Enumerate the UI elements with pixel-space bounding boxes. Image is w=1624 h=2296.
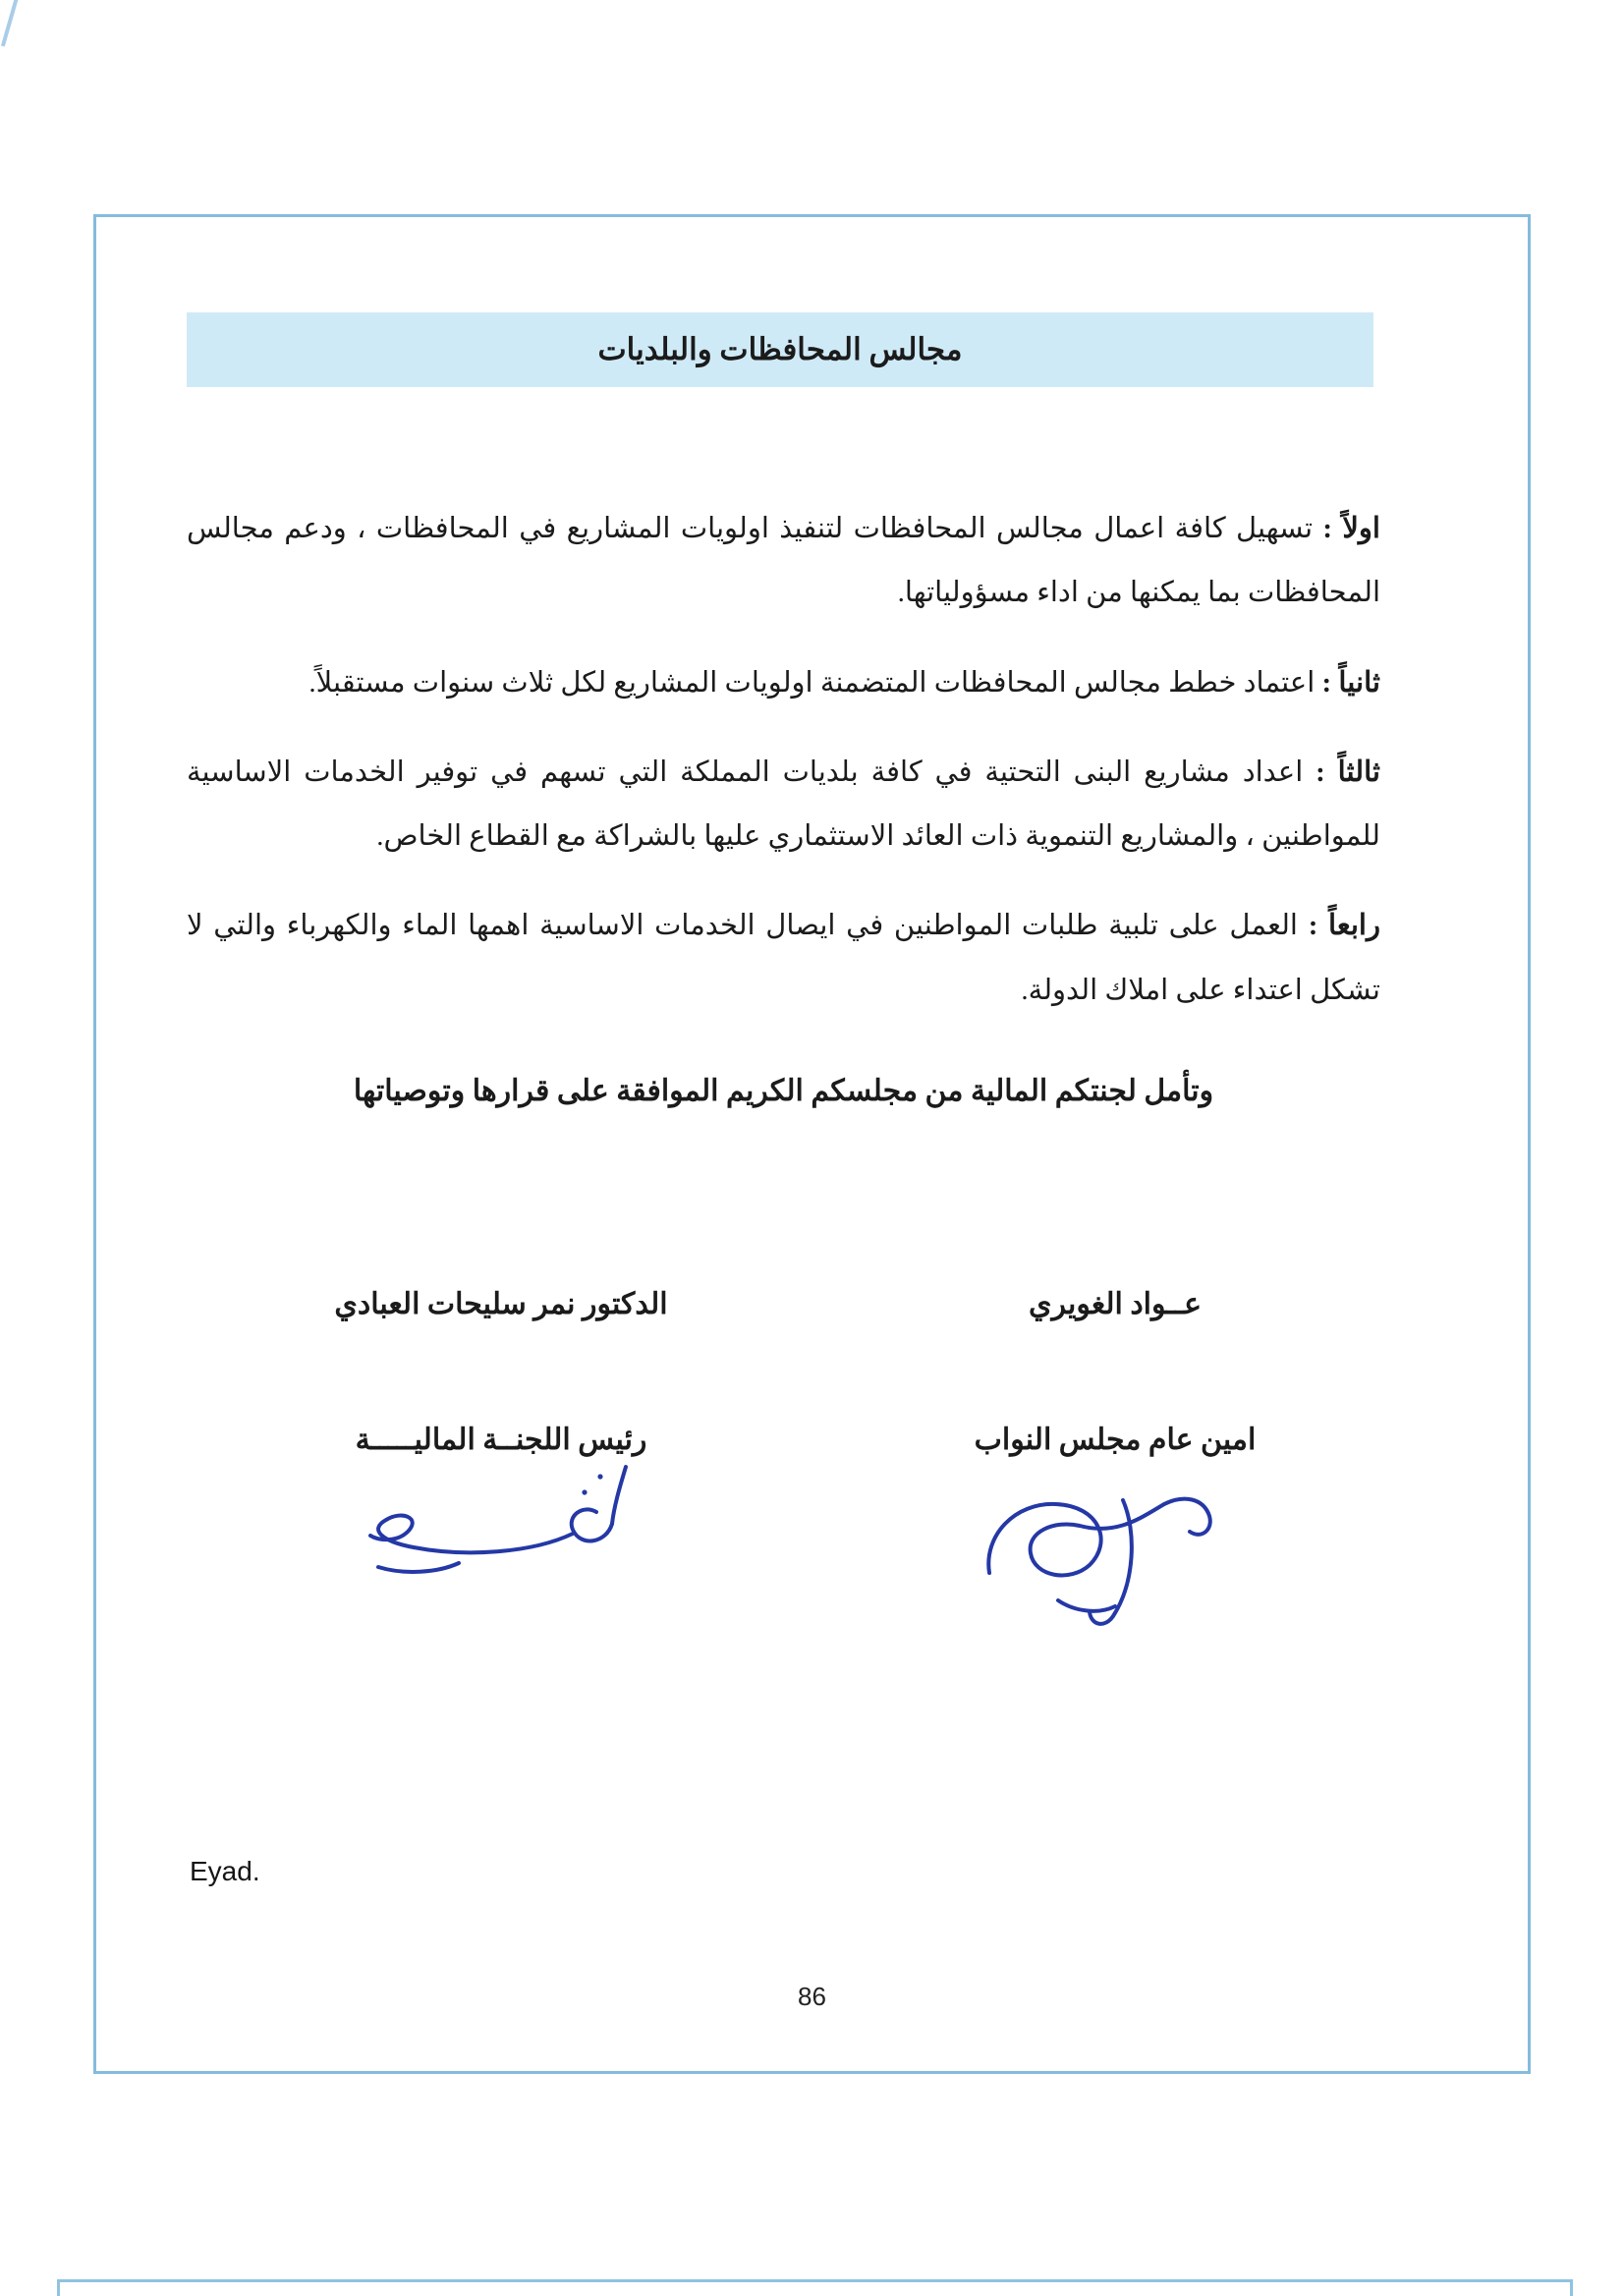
handwritten-note: Eyad.: [190, 1856, 260, 1886]
scan-corner-mark: [1, 0, 19, 47]
page-number: 86: [798, 1982, 826, 2011]
secretary-name: عــواد الغويري: [1028, 1288, 1202, 1321]
paragraph-second-text: اعتماد خطط مجالس المحافظات المتضمنة اولويات المشاريع لكل ثلاث سنوات مستقبلاً.: [308, 666, 1316, 699]
paragraph-second-lead: ثانياً :: [1321, 666, 1380, 699]
secretary-title: امين عام مجلس النواب: [974, 1423, 1257, 1456]
chairman-name: الدكتور نمر سليحات العبادي: [334, 1288, 668, 1321]
next-page-frame-edge: [57, 2279, 1573, 2296]
page-border-frame: [93, 214, 1531, 2074]
paragraph-first-text: تسهيل كافة اعمال مجالس المحافظات لتنفيذ اولويات المشاريع في المحافظات ، ودعم مجالس المحافظات بما يمكنها من اداء مسؤولياتها.: [187, 513, 1380, 609]
paragraph-fourth-text: العمل على تلبية طلبات المواطنين في ايصال الخدمات الاساسية اهمها الماء والكهرباء والتي لا تشكل اعتداء على املاك الدولة.: [187, 910, 1380, 1006]
paragraph-second: [187, 651, 1380, 715]
paragraph-third: [187, 741, 1380, 869]
section-title: مجالس المحافظات والبلديات: [597, 332, 963, 366]
paragraph-fourth-lead: رابعاً :: [1308, 910, 1380, 942]
paragraph-fourth: [187, 894, 1380, 1023]
secretary-signature-ink: [968, 1475, 1262, 1637]
signature-secretary-general: [889, 1271, 1341, 1637]
paragraph-first: [187, 497, 1380, 626]
paragraph-first-lead: اولاً :: [1322, 513, 1380, 544]
signature-block: [187, 1271, 1380, 1637]
signature-committee-chairman: [275, 1271, 727, 1637]
chairman-title: رئيس اللجنــة الماليـــــة: [355, 1423, 647, 1456]
section-title-banner: [187, 312, 1373, 387]
paragraph-third-lead: ثالثاً :: [1316, 756, 1380, 788]
document-body: [96, 387, 1528, 1637]
closing-statement: وتأمل لجنتكم المالية من مجلسكم الكريم الموافقة على قرارها وتوصياتها: [353, 1074, 1214, 1107]
paragraph-third-text: اعداد مشاريع البنى التحتية في كافة بلديات المملكة التي تسهم في توفير الخدمات الاساسية للمواطنين ، والمشاريع التنموية ذات العائد الاستثماري عليها بالشراكة مع القطاع الخاص.: [187, 756, 1380, 852]
